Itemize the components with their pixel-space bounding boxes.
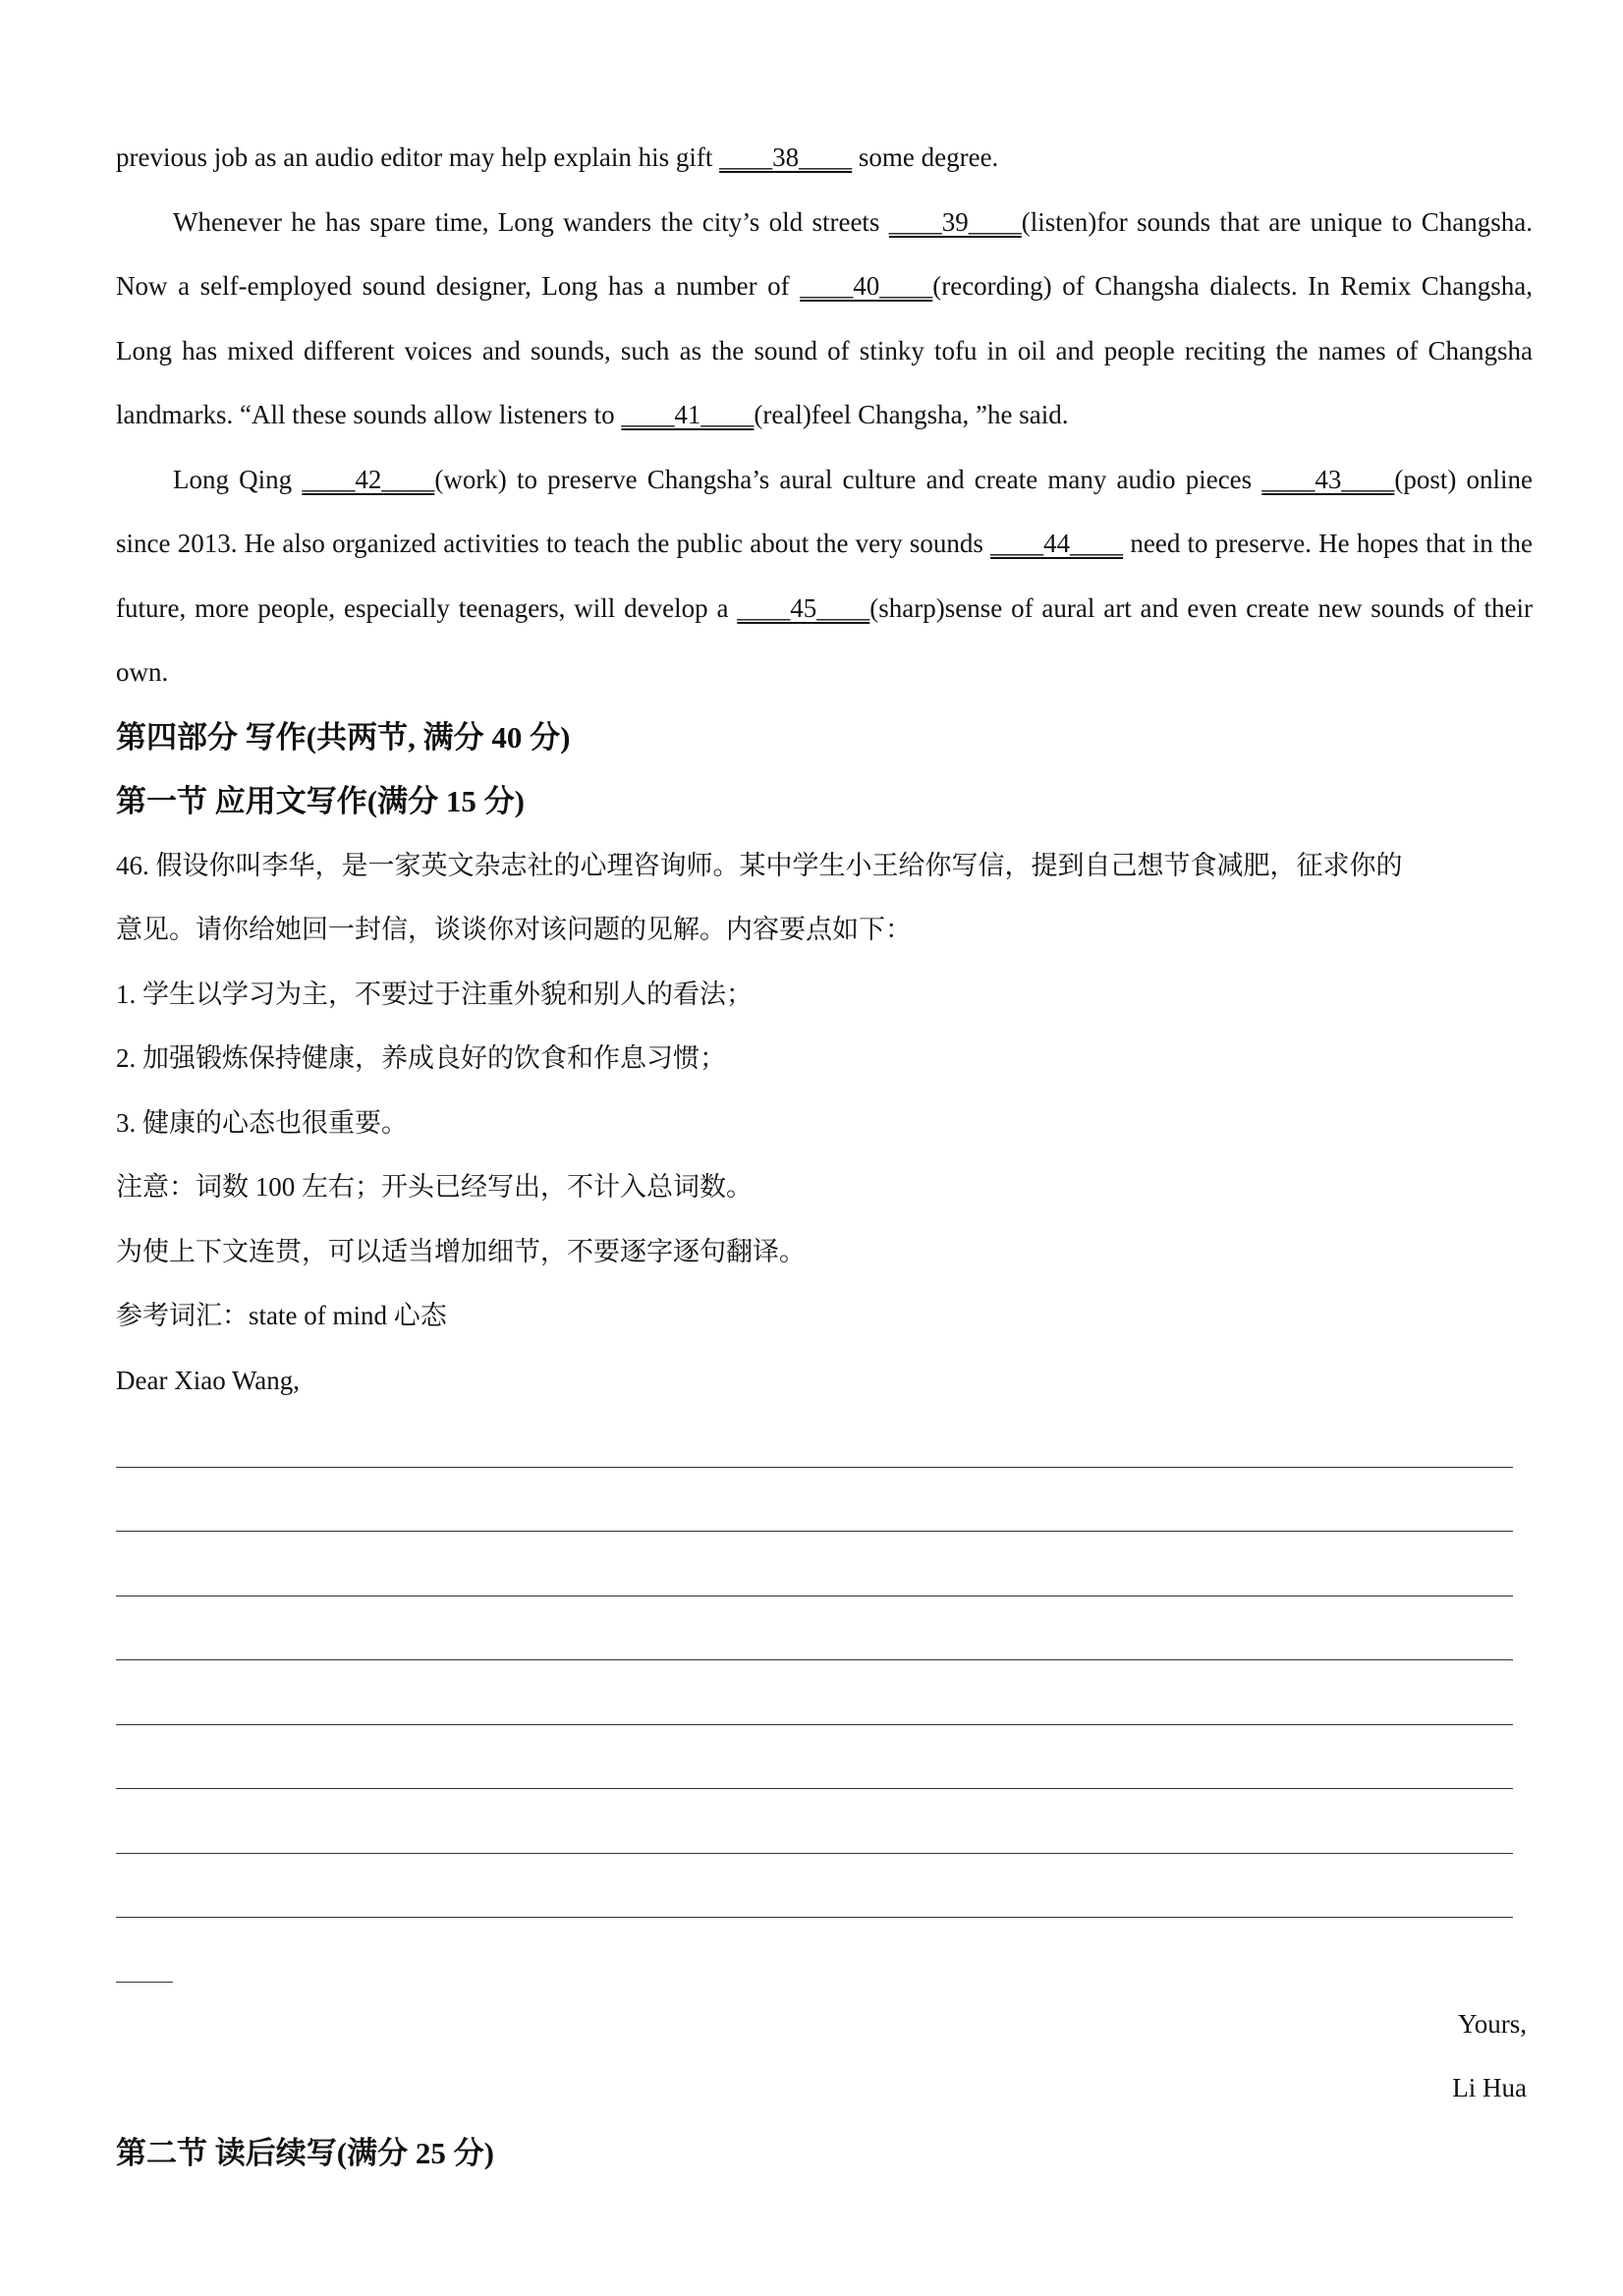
- writing-line[interactable]: [116, 1864, 1533, 1929]
- note-2: 为使上下文连贯，可以适当增加细节，不要逐字逐句翻译。: [116, 1236, 806, 1266]
- blank-45[interactable]: ____45____: [737, 592, 870, 623]
- blank-40[interactable]: ____40____: [800, 271, 933, 301]
- passage-paragraph-3: [116, 448, 1533, 705]
- section1-heading: 第一节 应用文写作(满分 15 分): [116, 784, 525, 818]
- text: (sharp)sense of aural art and even create new sounds of their own.: [116, 592, 1533, 687]
- passage-paragraph-1: [116, 126, 1533, 191]
- signature: Li Hua: [1452, 2073, 1527, 2102]
- part4-heading: 第四部分 写作(共两节, 满分 40 分): [116, 719, 571, 755]
- writing-line[interactable]: [116, 1413, 1533, 1478]
- passage-paragraph-2: [116, 191, 1533, 448]
- question-46-line-1: 46. 假设你叫李华，是一家英文杂志社的心理咨询师。某中学生小王给你写信，提到自己想节食减肥，征求你的: [116, 850, 1403, 880]
- vocab-hint: 参考词汇：state of mind 心态: [116, 1301, 447, 1330]
- blank-39[interactable]: ____39____: [888, 206, 1022, 237]
- text: Whenever he has spare time, Long wanders the city’s old streets: [173, 206, 889, 237]
- point-2: 2. 加强锻炼保持健康，养成良好的饮食和作息习惯；: [116, 1043, 726, 1073]
- section2-heading: 第二节 读后续写(满分 25 分): [116, 2135, 494, 2170]
- point-1: 1. 学生以学习为主，不要过于注重外貌和别人的看法；: [116, 979, 753, 1009]
- text: previous job as an audio editor may help explain his gift: [116, 142, 720, 172]
- blank-42[interactable]: ____42____: [302, 464, 435, 494]
- text: need to preserve. He hopes that in the future, more people, especially teenagers, will develop a: [116, 529, 1534, 623]
- writing-line[interactable]: [116, 1606, 1533, 1671]
- blank-44[interactable]: ____44____: [990, 529, 1124, 558]
- blank-43[interactable]: ____43____: [1261, 464, 1395, 494]
- writing-line[interactable]: [116, 1670, 1533, 1735]
- blank-38[interactable]: ____38____: [719, 142, 853, 172]
- salutation: Dear Xiao Wang,: [116, 1365, 301, 1395]
- note-1: 注意：词数 100 左右；开头已经写出，不计入总词数。: [116, 1172, 753, 1202]
- point-3: 3. 健康的心态也很重要。: [116, 1107, 408, 1138]
- writing-line[interactable]: [116, 1541, 1533, 1606]
- writing-area[interactable]: [116, 1413, 1533, 1992]
- text: (recording) of Changsha dialects. In Remix Changsha, Long has mixed different voices and sounds, such as the sound of stinky tofu in oil and people reciting the names of Changsha landmarks. “All these sounds allow listeners to: [116, 271, 1534, 429]
- exam-page: [116, 126, 1533, 2185]
- blank-41[interactable]: ____41____: [621, 400, 755, 429]
- text: (work) to preserve Changsha’s aural culture and create many audio pieces: [434, 464, 1262, 494]
- writing-line[interactable]: [116, 1735, 1533, 1800]
- writing-line[interactable]: [116, 1799, 1533, 1864]
- writing-line-short[interactable]: [116, 1928, 1533, 1992]
- text: (post) online since 2013. He also organized activities to teach the public about the very sounds: [116, 464, 1533, 558]
- text: (listen)for sounds that are unique to Changsha. Now a self-employed sound designer, Long has a number of: [116, 206, 1533, 301]
- question-46-line-2: 意见。请你给她回一封信，谈谈你对该问题的见解。内容要点如下：: [116, 915, 912, 944]
- writing-line[interactable]: [116, 1478, 1533, 1542]
- closing: Yours,: [1457, 2008, 1527, 2039]
- text: some degree.: [852, 142, 999, 172]
- text: Long Qing: [173, 464, 303, 494]
- text: (real)feel Changsha, ”he said.: [754, 400, 1069, 429]
